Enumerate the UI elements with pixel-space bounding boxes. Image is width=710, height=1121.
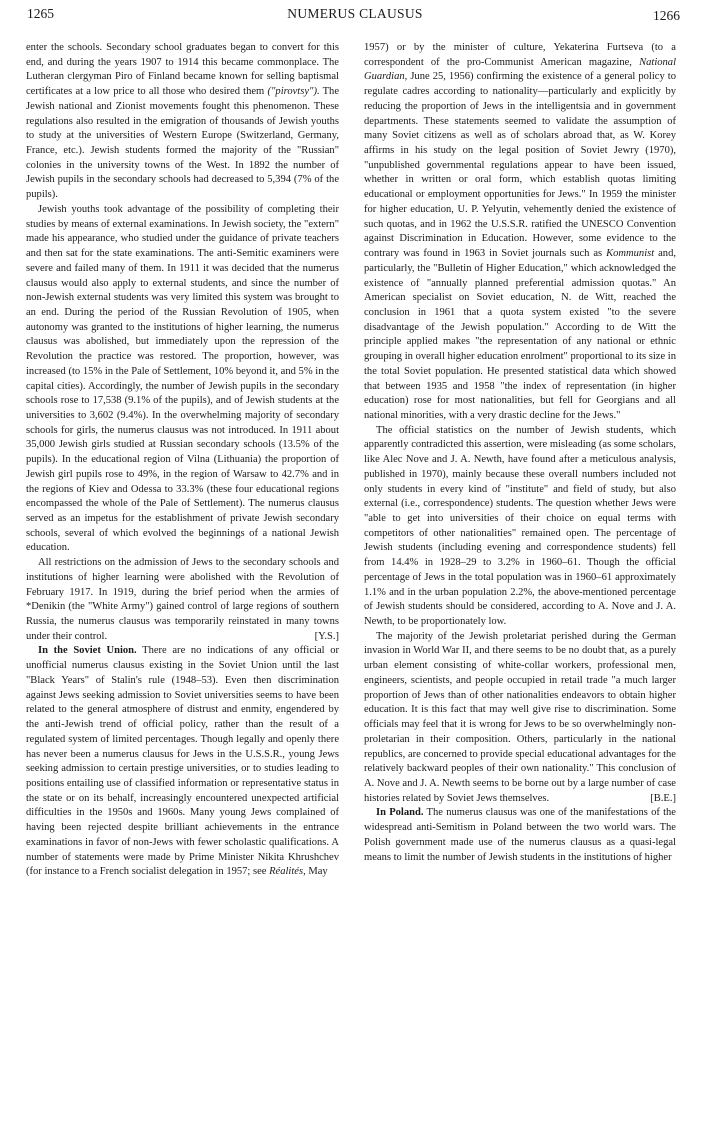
text-run: The majority of the Jewish proletariat perished during the German invasion in World War II, and there seems to be no doubt that, as a purely urban element consisting of white-collar workers, professional men, engineers, scientists, and people occupied in retail trade "a much larger proportion of Jews than of other nationalities endeavors to obtain higher education. It is this fact that may well give rise to discrimination. Some officials may feel that it is wrong for Jews to be so overwhelmingly non-proletarian in their composition. Others, particularly in the national republics, are concerned to provide special educational advantages for the relatively backward peoples of their own nationality." This conclusion of A. Nove and J. A. Newth seems to be borne out by a large number of case histories related by Soviet Jews themselves. [364, 630, 676, 804]
text-run: There are no indications of any official or unofficial numerus clausus existing in the Soviet Union until the last "Black Years" of Stalin's rule (1948–53). Even then discrimination against Jews seeking admission to Soviet universities seems to have been related to the general atmosphere of distrust and enmity, engendered by the anti-Jewish trend of official policy, rather than the result of a regulated system of limited percentages. Though legally and openly there has never been a numerus clausus for Jews in the U.S.S.R., young Jews seeking admission to certain prestige universities, or to studies leading to positions entailing use of classified information or representative status in the state or on its behalf, increasingly encountered unexpected artificial difficulties in the 1950s and 1960s. Many young Jews complained of having been rejected despite brilliant achievements in the entrance examinations in favor of non-Jews with fewer scholastic qualifications. A number of statements were made by Prime Minister Nikita Khrushchev (for instance to a French socialist delegation in 1957; see [26, 645, 339, 878]
italic-term: ("pirovtsy"). [267, 86, 320, 98]
section-heading-soviet-union: In the Soviet Union. [38, 645, 137, 657]
page-number-right: 1266 [653, 8, 680, 23]
running-title: NUMERUS CLAUSUS [287, 6, 423, 21]
paragraph: Jewish youths took advantage of the possibility of completing their studies by means of external examinations. In Jewish society, the "extern" made his appearance, who studied under the guidance of private teachers and then sat for the state examinations. The anti-Semitic examiners were severe and failed many of them. In 1911 it was decided that the numerus clausus would also apply to external students, and since the number of non-Jewish external students was very limited this system was brought to an end. During the period of the Russian Revolution of 1905, when autonomy was granted to the institutions of higher learning, the numerus clausus was abolished, but immediately upon the repression of the Revolution the practice was restored. The proportion, however, was increased (to 15% in the Pale of Settlement, 10% beyond it, and 5% in the capital cities). Accordingly, the number of Jewish pupils in the secondary schools rose to 17,538 (9.1% of the pupils), and of Jewish students at the universities to 3,602 (9.4%). In the overwhelming majority of secondary schools for girls, the numerus clausus was not introduced. In 1911 about 35,000 Jewish girls studied at Russian secondary schools (13.5% of the pupils). In the educational region of Vilna (Lithuania) the proportion of Jewish girl pupils rose to 49%, in the region of Warsaw to 42.7% and in the regions of Kiev and Odessa to 33.3% (these four educational regions encompassed the whole of the Pale of Settlement). The numerus clausus served as an impetus for the establishment of private Jewish secondary schools, several of which evolved the beginnings of a national Jewish education. [26, 203, 339, 554]
text-run: All restrictions on the admission of Jews to the secondary schools and institutions of higher learning were abolished with the Revolution of February 1917. In 1919, during the brief period when the armies of *Denikin (the "White Army") gained control of large regions of southern Russia, the numerus clausus was temporarily reinstated in many towns under their control. [26, 557, 339, 642]
author-initials: [Y.S.] [314, 630, 339, 642]
page-header [0, 6, 710, 26]
italic-title: Kommunist [606, 248, 655, 260]
text-run: and, particularly, the "Bulletin of Higher Education," which acknowledged the existence of "annually planned preferential admission quotas." An American specialist on Soviet education, N. de Witt, reached the conclusion in 1961 that a quota system existed "to the severe disadvantage of the Jewish population." According to de Witt the principle applied makes "the representation of any national or ethnic grouping in overall higher education enrolment" proportional to its size in the total Soviet population. He presented statistical data which showed that between 1935 and 1958 "the index of representation (in higher education) rose for most nationalities, but fell for Georgians and all national minorities, with a very drastic decline for the Jews." [364, 248, 676, 421]
paragraph [364, 630, 676, 807]
paragraph [364, 41, 676, 424]
text-run: The Jewish national and Zionist movements fought this phenomenon. These regulations also resulted in the emigration of thousands of Jewish youths to study at the universities of Western Europe (Switzerland, Germany, France, etc.). Jewish students formed the majority of the "Russian" colonies in the university towns of the West. In 1892 the number of Jewish pupils in the secondary schools had decreased to 5,394 (7% of the pupils). [26, 86, 340, 201]
section-heading-poland: In Poland. [376, 807, 424, 819]
paragraph [26, 556, 339, 644]
author-initials: [B.E.] [650, 792, 676, 804]
right-column [364, 41, 676, 865]
left-column [26, 41, 339, 880]
page-number-left: 1265 [27, 6, 54, 21]
paragraph [26, 644, 339, 880]
paragraph: The official statistics on the number of Jewish students, which apparently contradicted this assertion, were misleading (as some scholars, like Alec Nove and J. A. Newth, have found after a meticulous analysis, published in 1970), mainly because these overall numbers included not only students in every kind of "institute" and field of study, but also external (i.e., correspondence) students. The question whether Jews were "able to get into universities of their choice on equal terms with competitors of other nationalities" remained open. The percentage of Jewish students (including evening and correspondence students) fell from 14.4% in 1928–29 to 3.2% in 1960–61. Though the official percentage of Jews in the total population was in 1960–61 approximately 1.1% and in the urban population 2.2%, the above-mentioned percentage of Jewish students should be considered, according to A. Nove and J. A. Newth, to be proportionately low. [364, 424, 676, 628]
italic-title: Réalités, [269, 866, 306, 878]
text-run: May [305, 866, 328, 878]
paragraph [26, 41, 339, 203]
text-run: 1957) or by the minister of culture, Yekaterina Furtseva (to a correspondent of the pro-Communist American magazine, [364, 42, 676, 68]
paragraph [364, 806, 676, 865]
italic-title: National Guardian, [364, 56, 676, 83]
text-run: The numerus clausus was one of the manifestations of the widespread anti-Semitism in Poland between the two world wars. The Polish government made use of the numerus clausus as a quasi-legal means to limit the number of Jewish students in the institutions of higher [364, 807, 676, 863]
text-run: enter the schools. Secondary school graduates began to convert for this end, and during the years 1907 to 1914 this became commonplace. The Lutheran clergyman Piro of Finland became known for selling baptismal certificates at a low price to all those who desired them [26, 42, 339, 98]
text-run: June 25, 1956) confirming the existence of a general policy to regulate cadres according to nationality—particularly and explicitly by reducing the proportion of Jews in the intelligentsia and in government departments. These statements seemed to validate the assumption of many Soviet citizens as well as of scholars abroad that, as W. Korey affirms in his study on the legal position of Soviet Jewry (1970), "unpublished governmental regulations appear to have been issued, whether in written or oral form, which establish quotas limiting educational or employment opportunities for Jews." In 1959 the minister for higher education, U. P. Yelyutin, vehemently denied the existence of such quotas, and in 1962 the U.S.S.R. ratified the UNESCO Convention against Discrimination in Education. However, some evidence to the contrary was found in 1963 in Soviet journals such as [364, 71, 676, 260]
